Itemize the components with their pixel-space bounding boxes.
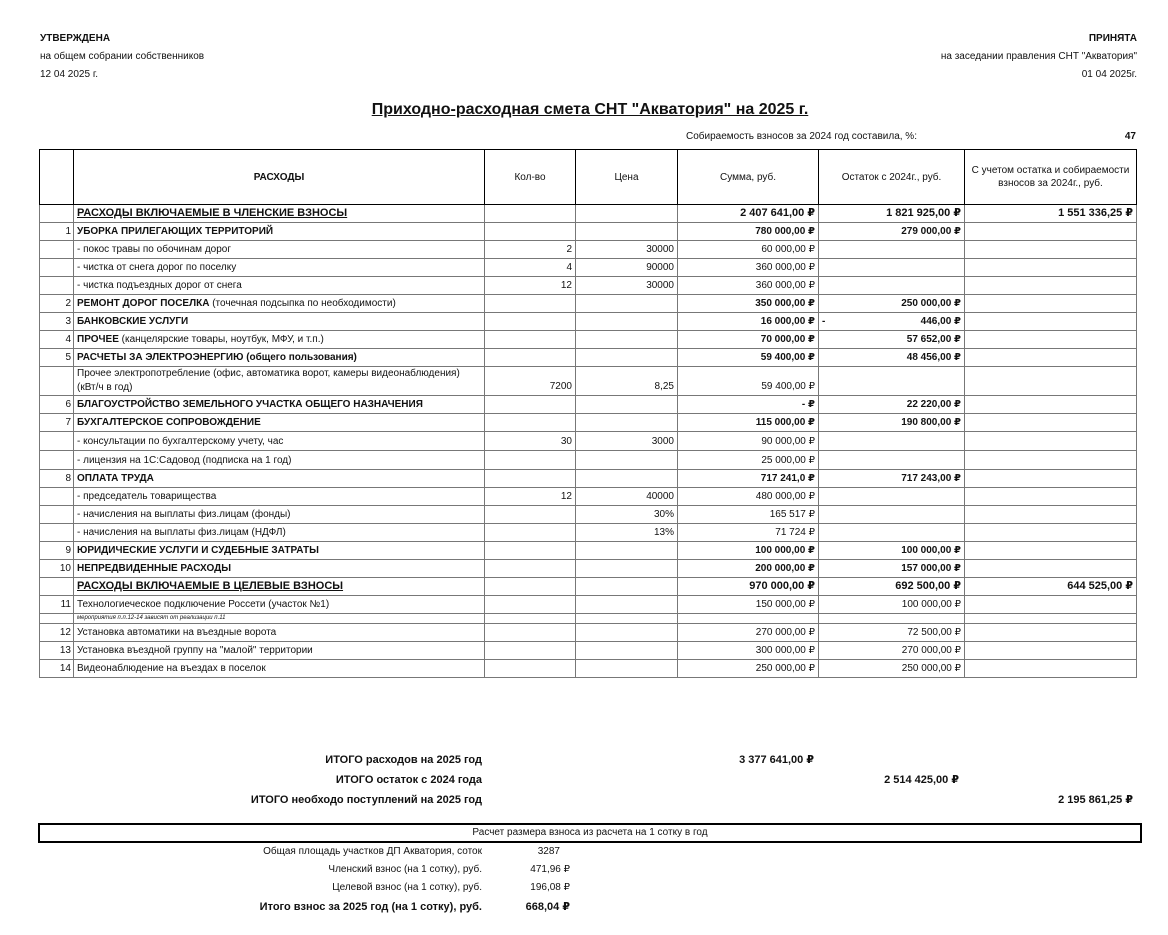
- row-rest: [819, 488, 965, 506]
- row-adjusted: [965, 241, 1137, 259]
- row-qty: [485, 349, 576, 367]
- row-sum: 250 000,00 ₽: [678, 660, 819, 678]
- row-number: [40, 614, 74, 624]
- row-adjusted: [965, 432, 1137, 451]
- table-row: [40, 488, 1137, 506]
- row-name-text: ОПЛАТА ТРУДА: [77, 473, 154, 484]
- row-name-text: Технологиеческое подключение Россети (участок №1): [77, 599, 330, 610]
- row-qty: [485, 524, 576, 542]
- row-sum: 59 400,00 ₽: [678, 367, 819, 396]
- table-row: [40, 277, 1137, 295]
- row-adjusted: [965, 506, 1137, 524]
- row-rest: [819, 524, 965, 542]
- row-sum: 350 000,00 ₽: [678, 295, 819, 313]
- row-price: [576, 624, 678, 642]
- row-rest: 57 652,00 ₽: [819, 331, 965, 349]
- total-need-value: 2 195 861,25 ₽: [1058, 794, 1133, 806]
- row-sum: 780 000,00 ₽: [678, 223, 819, 241]
- row-number: [40, 259, 74, 277]
- row-qty: [485, 223, 576, 241]
- row-adjusted: [965, 524, 1137, 542]
- row-price: 3000: [576, 432, 678, 451]
- row-sum: 115 000,00 ₽: [678, 414, 819, 432]
- row-adjusted: [965, 295, 1137, 313]
- row-price: [576, 295, 678, 313]
- row-number: [40, 488, 74, 506]
- row-name-text: - чистка подъездных дорог от снега: [77, 280, 242, 291]
- row-rest: 48 456,00 ₽: [819, 349, 965, 367]
- row-rest-value: 446,00 ₽: [920, 316, 961, 327]
- row-qty: [485, 596, 576, 614]
- totals-labels: [160, 750, 482, 810]
- row-price: 90000: [576, 259, 678, 277]
- row-number: 14: [40, 660, 74, 678]
- row-name: [74, 414, 485, 432]
- row-adjusted: [965, 414, 1137, 432]
- header-num: [40, 150, 74, 205]
- row-price: [576, 451, 678, 470]
- row-sum: 200 000,00 ₽: [678, 560, 819, 578]
- row-rest: [819, 432, 965, 451]
- header-sum: Сумма, руб.: [678, 150, 819, 205]
- row-name: [74, 624, 485, 642]
- row-adjusted: [965, 396, 1137, 414]
- row-rest: 100 000,00 ₽: [819, 542, 965, 560]
- row-name: [74, 223, 485, 241]
- row-name-text: - покос травы по обочинам дорог: [77, 244, 231, 255]
- row-price: 30000: [576, 241, 678, 259]
- approved-date: 12 04 2025 г.: [40, 69, 99, 80]
- row-price: [576, 414, 678, 432]
- row-qty: [485, 313, 576, 331]
- row-sum: 16 000,00 ₽: [678, 313, 819, 331]
- row-rest: 717 243,00 ₽: [819, 470, 965, 488]
- row-name-text: - начисления на выплаты физ.лицам (фонды): [77, 509, 291, 520]
- table-row: [40, 451, 1137, 470]
- row-adjusted: [965, 313, 1137, 331]
- row-name-text: - чистка от снега дорог по поселку: [77, 262, 237, 273]
- row-name-text: Установка автоматики на въездные ворота: [77, 627, 277, 638]
- row-name: [74, 642, 485, 660]
- row-name: [74, 367, 485, 396]
- row-name: [74, 596, 485, 614]
- row-name: [74, 506, 485, 524]
- total-expenses-value: 3 377 641,00 ₽: [739, 754, 814, 766]
- row-price: 30%: [576, 506, 678, 524]
- row-name-text: Установка въездной группу на "малой" территории: [77, 645, 313, 656]
- table-row: [40, 295, 1137, 313]
- row-qty: [485, 578, 576, 596]
- row-rest: [819, 367, 965, 396]
- table-row: [40, 396, 1137, 414]
- row-name: [74, 349, 485, 367]
- row-adjusted: [965, 614, 1137, 624]
- row-price: [576, 542, 678, 560]
- row-number: 5: [40, 349, 74, 367]
- row-sum: [678, 614, 819, 624]
- row-number: [40, 506, 74, 524]
- total-rest-value: 2 514 425,00 ₽: [884, 774, 959, 786]
- row-qty: [485, 396, 576, 414]
- row-number: [40, 578, 74, 596]
- row-qty: 7200: [485, 367, 576, 396]
- row-name: [74, 451, 485, 470]
- table-row: [40, 313, 1137, 331]
- row-price: [576, 331, 678, 349]
- row-price: [576, 223, 678, 241]
- row-adjusted: [965, 488, 1137, 506]
- row-adjusted: [965, 367, 1137, 396]
- row-sum: 150 000,00 ₽: [678, 596, 819, 614]
- member-fee-label: Членский взнос (на 1 сотку), руб.: [328, 864, 482, 875]
- row-name: [74, 313, 485, 331]
- approved-line1: на общем собрании собственников: [40, 51, 205, 62]
- table-row: [40, 524, 1137, 542]
- approved-block: [40, 30, 204, 84]
- row-sum: - ₽: [678, 396, 819, 414]
- row-qty: [485, 470, 576, 488]
- row-rest: 692 500,00 ₽: [819, 578, 965, 596]
- row-name: [74, 524, 485, 542]
- row-adjusted: 1 551 336,25 ₽: [965, 205, 1137, 223]
- header-price: Цена: [576, 150, 678, 205]
- row-number: [40, 432, 74, 451]
- collection-value: 47: [1124, 131, 1136, 142]
- row-name-extra: (канцелярские товары, ноутбук, МФУ, и т.п.): [118, 334, 324, 345]
- budget-table: [39, 149, 1137, 678]
- row-name-text: - председатель товарищества: [77, 491, 217, 502]
- row-name: [74, 560, 485, 578]
- row-number: 11: [40, 596, 74, 614]
- row-adjusted: [965, 560, 1137, 578]
- row-name: [74, 542, 485, 560]
- row-rest: [819, 277, 965, 295]
- row-name-text: БЛАГОУСТРОЙСТВО ЗЕМЕЛЬНОГО УЧАСТКА ОБЩЕГО НАЗНАЧЕНИЯ: [77, 399, 423, 410]
- row-sum: 360 000,00 ₽: [678, 277, 819, 295]
- row-name-text: РАСХОДЫ ВКЛЮЧАЕМЫЕ В ЦЕЛЕВЫЕ ВЗНОСЫ: [77, 580, 344, 592]
- row-qty: 30: [485, 432, 576, 451]
- table-row: [40, 432, 1137, 451]
- row-name: [74, 295, 485, 313]
- row-qty: [485, 506, 576, 524]
- row-adjusted: [965, 660, 1137, 678]
- row-sum: 90 000,00 ₽: [678, 432, 819, 451]
- row-qty: [485, 542, 576, 560]
- member-fee-value: 471,96 ₽: [530, 864, 570, 875]
- table-row: [40, 470, 1137, 488]
- row-price: [576, 313, 678, 331]
- row-qty: [485, 295, 576, 313]
- row-price: [576, 596, 678, 614]
- row-qty: [485, 642, 576, 660]
- row-number: 9: [40, 542, 74, 560]
- row-sum: 970 000,00 ₽: [678, 578, 819, 596]
- accepted-line1: на заседании правления СНТ "Акватория": [940, 51, 1137, 62]
- row-sum: 2 407 641,00 ₽: [678, 205, 819, 223]
- table-row: [40, 624, 1137, 642]
- row-rest: 100 000,00 ₽: [819, 596, 965, 614]
- row-adjusted: [965, 223, 1137, 241]
- row-name-text: РАСХОДЫ ВКЛЮЧАЕМЫЕ В ЧЛЕНСКИЕ ВЗНОСЫ: [77, 207, 348, 219]
- row-number: [40, 241, 74, 259]
- row-sum: 60 000,00 ₽: [678, 241, 819, 259]
- total-expenses-label: ИТОГО расходов на 2025 год: [325, 754, 482, 766]
- section-row: [40, 205, 1137, 223]
- row-name-text: НЕПРЕДВИДЕННЫЕ РАСХОДЫ: [77, 563, 232, 574]
- table-row: [40, 560, 1137, 578]
- row-qty: [485, 624, 576, 642]
- row-number: [40, 451, 74, 470]
- row-name-text: - лицензия на 1С:Садовод (подписка на 1 год): [77, 455, 292, 466]
- row-adjusted: [965, 624, 1137, 642]
- row-name-extra: (точечная подсыпка по необходимости): [209, 298, 396, 309]
- row-qty: [485, 414, 576, 432]
- collection-label: Собираемость взносов за 2024 год составила, %:: [686, 131, 917, 142]
- row-price: [576, 396, 678, 414]
- row-rest: 279 000,00 ₽: [819, 223, 965, 241]
- row-qty: 12: [485, 488, 576, 506]
- row-rest: [819, 241, 965, 259]
- header-rest: Остаток с 2024г., руб.: [819, 150, 965, 205]
- row-rest: 250 000,00 ₽: [819, 660, 965, 678]
- row-number: 12: [40, 624, 74, 642]
- row-price: 8,25: [576, 367, 678, 396]
- row-rest: 250 000,00 ₽: [819, 295, 965, 313]
- table-row: [40, 414, 1137, 432]
- total-fee-value: 668,04 ₽: [525, 901, 570, 913]
- header-expenses: РАСХОДЫ: [74, 150, 485, 205]
- row-rest: 22 220,00 ₽: [819, 396, 965, 414]
- row-name: [74, 331, 485, 349]
- row-rest: 190 800,00 ₽: [819, 414, 965, 432]
- row-name-text: Прочее электропотребление (офис, автоматика ворот, камеры видеонаблюдения) (кВт/ч в год): [77, 368, 460, 393]
- table-row: [40, 223, 1137, 241]
- row-price: [576, 642, 678, 660]
- row-rest: 72 500,00 ₽: [819, 624, 965, 642]
- header-qty: Кол-во: [485, 150, 576, 205]
- row-sum: 480 000,00 ₽: [678, 488, 819, 506]
- row-rest: 270 000,00 ₽: [819, 642, 965, 660]
- area-value: 3287: [537, 846, 560, 857]
- row-price: [576, 614, 678, 624]
- table-row: [40, 660, 1137, 678]
- row-price: 40000: [576, 488, 678, 506]
- row-adjusted: [965, 349, 1137, 367]
- row-name: [74, 614, 485, 624]
- table-row: [40, 349, 1137, 367]
- row-number: [40, 524, 74, 542]
- row-name: [74, 578, 485, 596]
- row-sum: 71 724 ₽: [678, 524, 819, 542]
- row-qty: [485, 614, 576, 624]
- row-rest: [819, 614, 965, 624]
- row-number: 1: [40, 223, 74, 241]
- row-number: [40, 205, 74, 223]
- row-price: 13%: [576, 524, 678, 542]
- row-number: [40, 277, 74, 295]
- row-number: 2: [40, 295, 74, 313]
- row-price: [576, 660, 678, 678]
- row-rest: [819, 259, 965, 277]
- row-qty: [485, 451, 576, 470]
- row-name: [74, 205, 485, 223]
- accepted-block: [941, 30, 1137, 84]
- row-sum: 270 000,00 ₽: [678, 624, 819, 642]
- table-row: [40, 259, 1137, 277]
- row-adjusted: [965, 642, 1137, 660]
- header-adjusted: С учетом остатка и собираемости взносов за 2024г., руб.: [965, 150, 1137, 205]
- row-name: [74, 396, 485, 414]
- row-qty: [485, 660, 576, 678]
- row-sum: 300 000,00 ₽: [678, 642, 819, 660]
- row-number: 4: [40, 331, 74, 349]
- row-sum: 25 000,00 ₽: [678, 451, 819, 470]
- row-name: [74, 241, 485, 259]
- row-price: 30000: [576, 277, 678, 295]
- row-name-text: ПРОЧЕЕ: [77, 334, 119, 345]
- calc-box-title: Расчет размера взноса из расчета на 1 сотку в год: [38, 823, 1142, 843]
- row-name-text: - консультации по бухгалтерскому учету, час: [77, 436, 284, 447]
- row-name: [74, 277, 485, 295]
- target-fee-value: 196,08 ₽: [530, 882, 570, 893]
- row-adjusted: [965, 470, 1137, 488]
- row-number: 8: [40, 470, 74, 488]
- section-row: [40, 578, 1137, 596]
- total-need-label: ИТОГО необходо поступлений на 2025 год: [250, 794, 482, 806]
- table-header: [40, 150, 1137, 205]
- accepted-date: 01 04 2025г.: [1081, 69, 1137, 80]
- row-sum: 360 000,00 ₽: [678, 259, 819, 277]
- row-name: [74, 488, 485, 506]
- table-row: [40, 614, 1137, 624]
- row-qty: 4: [485, 259, 576, 277]
- row-qty: 12: [485, 277, 576, 295]
- table-row: [40, 642, 1137, 660]
- row-rest: 157 000,00 ₽: [819, 560, 965, 578]
- row-adjusted: [965, 596, 1137, 614]
- table-row: [40, 331, 1137, 349]
- row-rest-prefix: -: [822, 316, 826, 327]
- row-adjusted: [965, 277, 1137, 295]
- total-rest-label: ИТОГО остаток с 2024 года: [335, 774, 482, 786]
- table-row: [40, 506, 1137, 524]
- row-qty: [485, 205, 576, 223]
- table-row: [40, 542, 1137, 560]
- row-adjusted: [965, 451, 1137, 470]
- row-sum: 165 517 ₽: [678, 506, 819, 524]
- row-adjusted: 644 525,00 ₽: [965, 578, 1137, 596]
- table-row: [40, 596, 1137, 614]
- row-qty: [485, 560, 576, 578]
- row-name-text: РЕМОНТ ДОРОГ ПОСЕЛКА: [77, 298, 210, 309]
- row-number: 6: [40, 396, 74, 414]
- row-name-text: - начисления на выплаты физ.лицам (НДФЛ): [77, 527, 286, 538]
- row-name: [74, 660, 485, 678]
- row-sum: 100 000,00 ₽: [678, 542, 819, 560]
- row-name: [74, 470, 485, 488]
- row-number: 13: [40, 642, 74, 660]
- row-rest: [819, 506, 965, 524]
- page-title: Приходно-расходная смета СНТ "Акватория" на 2025 г.: [371, 101, 809, 118]
- row-price: [576, 205, 678, 223]
- row-adjusted: [965, 331, 1137, 349]
- row-rest: [819, 451, 965, 470]
- row-number: 7: [40, 414, 74, 432]
- row-price: [576, 560, 678, 578]
- row-name: [74, 259, 485, 277]
- row-name-text: Видеонаблюдение на въездах в поселок: [77, 663, 266, 674]
- row-rest: [819, 313, 965, 331]
- row-name-text: УБОРКА ПРИЛЕГАЮЩИХ ТЕРРИТОРИЙ: [77, 226, 274, 237]
- row-name-text: мероприятия п.п.12-14 зависят от реализации п.11: [77, 615, 226, 621]
- row-name-text: РАСЧЕТЫ ЗА ЭЛЕКТРОЭНЕРГИЮ (общего пользования): [77, 352, 357, 363]
- row-sum: 70 000,00 ₽: [678, 331, 819, 349]
- row-price: [576, 470, 678, 488]
- row-number: 10: [40, 560, 74, 578]
- row-price: [576, 578, 678, 596]
- row-name-text: ЮРИДИЧЕСКИЕ УСЛУГИ И СУДЕБНЫЕ ЗАТРАТЫ: [77, 545, 319, 556]
- row-price: [576, 349, 678, 367]
- table-row: [40, 241, 1137, 259]
- row-adjusted: [965, 542, 1137, 560]
- area-label: Общая площадь участков ДП Акватория, соток: [263, 846, 482, 857]
- row-rest: 1 821 925,00 ₽: [819, 205, 965, 223]
- total-fee-label: Итого взнос за 2025 год (на 1 сотку), руб.: [259, 901, 482, 913]
- approved-title: УТВЕРЖДЕНА: [40, 33, 111, 44]
- row-adjusted: [965, 259, 1137, 277]
- row-name: [74, 432, 485, 451]
- row-name-text: БУХГАЛТЕРСКОЕ СОПРОВОЖДЕНИЕ: [77, 417, 261, 428]
- row-sum: 59 400,00 ₽: [678, 349, 819, 367]
- row-name-text: БАНКОВСКИЕ УСЛУГИ: [77, 316, 189, 327]
- target-fee-label: Целевой взнос (на 1 сотку), руб.: [332, 882, 482, 893]
- row-qty: [485, 331, 576, 349]
- row-sum: 717 241,0 ₽: [678, 470, 819, 488]
- row-number: 3: [40, 313, 74, 331]
- row-number: [40, 367, 74, 396]
- row-qty: 2: [485, 241, 576, 259]
- table-row: [40, 367, 1137, 396]
- accepted-title: ПРИНЯТА: [1088, 33, 1137, 44]
